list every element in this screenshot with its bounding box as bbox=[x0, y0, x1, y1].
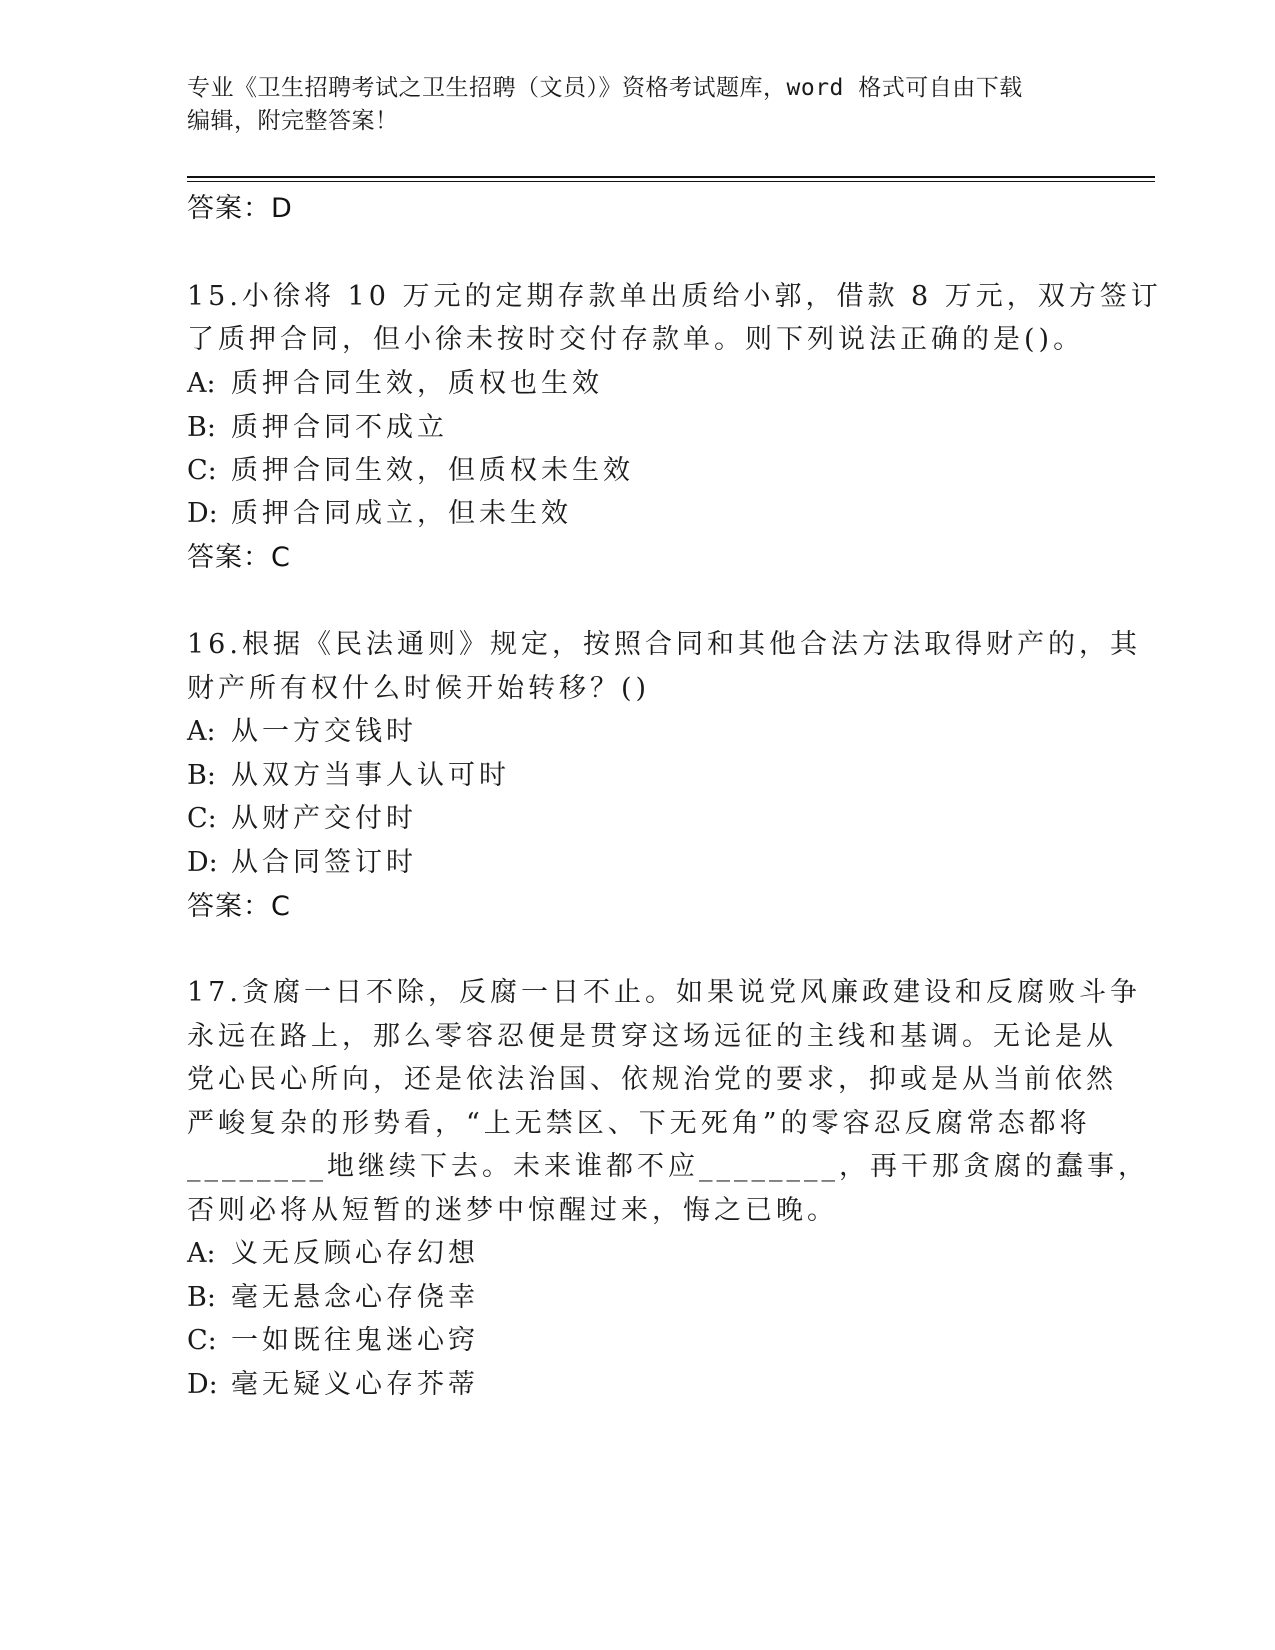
option-text: 义无反顾心存幻想 bbox=[231, 1238, 479, 1269]
option-letter: C: bbox=[187, 455, 217, 486]
question-15-option-d bbox=[187, 491, 572, 530]
option-letter: A: bbox=[187, 368, 216, 399]
option-text: 毫无疑义心存芥蒂 bbox=[231, 1369, 479, 1400]
question-17-line-6: 否则必将从短暂的迷梦中惊醒过来，悔之已晚。 bbox=[187, 1195, 838, 1226]
question-15-answer: 答案：C bbox=[187, 542, 291, 573]
option-text: 从财产交付时 bbox=[231, 803, 417, 834]
option-text: 质押合同不成立 bbox=[231, 412, 448, 443]
option-letter: D: bbox=[187, 847, 218, 878]
question-16-option-b bbox=[187, 753, 510, 792]
option-text: 从双方当事人认可时 bbox=[231, 760, 510, 791]
option-letter: D: bbox=[187, 498, 218, 529]
document-header bbox=[187, 72, 1067, 138]
question-15-line-1: 15.小徐将 10 万元的定期存款单出质给小郭，借款 8 万元，双方签订 bbox=[187, 281, 1162, 312]
question-16-answer: 答案：C bbox=[187, 891, 291, 922]
option-letter: B: bbox=[187, 1282, 216, 1313]
question-15-option-b bbox=[187, 405, 448, 444]
option-text: 质押合同成立，但未生效 bbox=[231, 498, 572, 529]
previous-answer: 答案：D bbox=[187, 193, 293, 224]
option-text: 质押合同生效，质权也生效 bbox=[231, 368, 603, 399]
header-divider-thick bbox=[187, 176, 1155, 178]
question-17-line-4: 严峻复杂的形势看，“上无禁区、下无死角”的零容忍反腐常态都将 bbox=[187, 1108, 1091, 1139]
option-text: 一如既往鬼迷心窍 bbox=[231, 1325, 479, 1356]
question-16-option-a bbox=[187, 709, 417, 748]
question-17-line-5: ________地继续下去。未来谁都不应________，再干那贪腐的蠢事， bbox=[187, 1151, 1149, 1182]
question-17-line-1: 17.贪腐一日不除，反腐一日不止。如果说党风廉政建设和反腐败斗争 bbox=[187, 977, 1141, 1008]
option-text: 毫无悬念心存侥幸 bbox=[231, 1282, 479, 1313]
option-text: 质押合同生效，但质权未生效 bbox=[231, 455, 634, 486]
question-15-option-c bbox=[187, 448, 634, 487]
question-17-option-c bbox=[187, 1318, 479, 1357]
question-16-line-2: 财产所有权什么时候开始转移？() bbox=[187, 673, 651, 704]
option-text: 从一方交钱时 bbox=[231, 716, 417, 747]
option-letter: B: bbox=[187, 412, 216, 443]
option-letter: C: bbox=[187, 803, 217, 834]
header-divider-thin bbox=[187, 181, 1155, 182]
header-line-2: 编辑，附完整答案！ bbox=[187, 108, 399, 134]
question-16-option-c bbox=[187, 796, 417, 835]
question-17-option-a bbox=[187, 1231, 479, 1270]
question-17-line-2: 永远在路上，那么零容忍便是贯穿这场远征的主线和基调。无论是从 bbox=[187, 1021, 1117, 1052]
question-17-line-3: 党心民心所向，还是依法治国、依规治党的要求，抑或是从当前依然 bbox=[187, 1064, 1117, 1095]
option-letter: A: bbox=[187, 716, 216, 747]
option-letter: A: bbox=[187, 1238, 216, 1269]
option-text: 从合同签订时 bbox=[231, 847, 417, 878]
question-16-line-1: 16.根据《民法通则》规定，按照合同和其他合法方法取得财产的，其 bbox=[187, 629, 1141, 660]
header-line-1: 专业《卫生招聘考试之卫生招聘（文员）》资格考试题库，word 格式可自由下载 bbox=[187, 75, 1023, 101]
question-17-option-b bbox=[187, 1275, 479, 1314]
question-16-option-d bbox=[187, 840, 417, 879]
option-letter: C: bbox=[187, 1325, 217, 1356]
question-15-line-2: 了质押合同，但小徐未按时交付存款单。则下列说法正确的是()。 bbox=[187, 324, 1085, 355]
question-15-option-a bbox=[187, 361, 603, 400]
option-letter: D: bbox=[187, 1369, 218, 1400]
option-letter: B: bbox=[187, 760, 216, 791]
question-17-option-d bbox=[187, 1362, 479, 1401]
